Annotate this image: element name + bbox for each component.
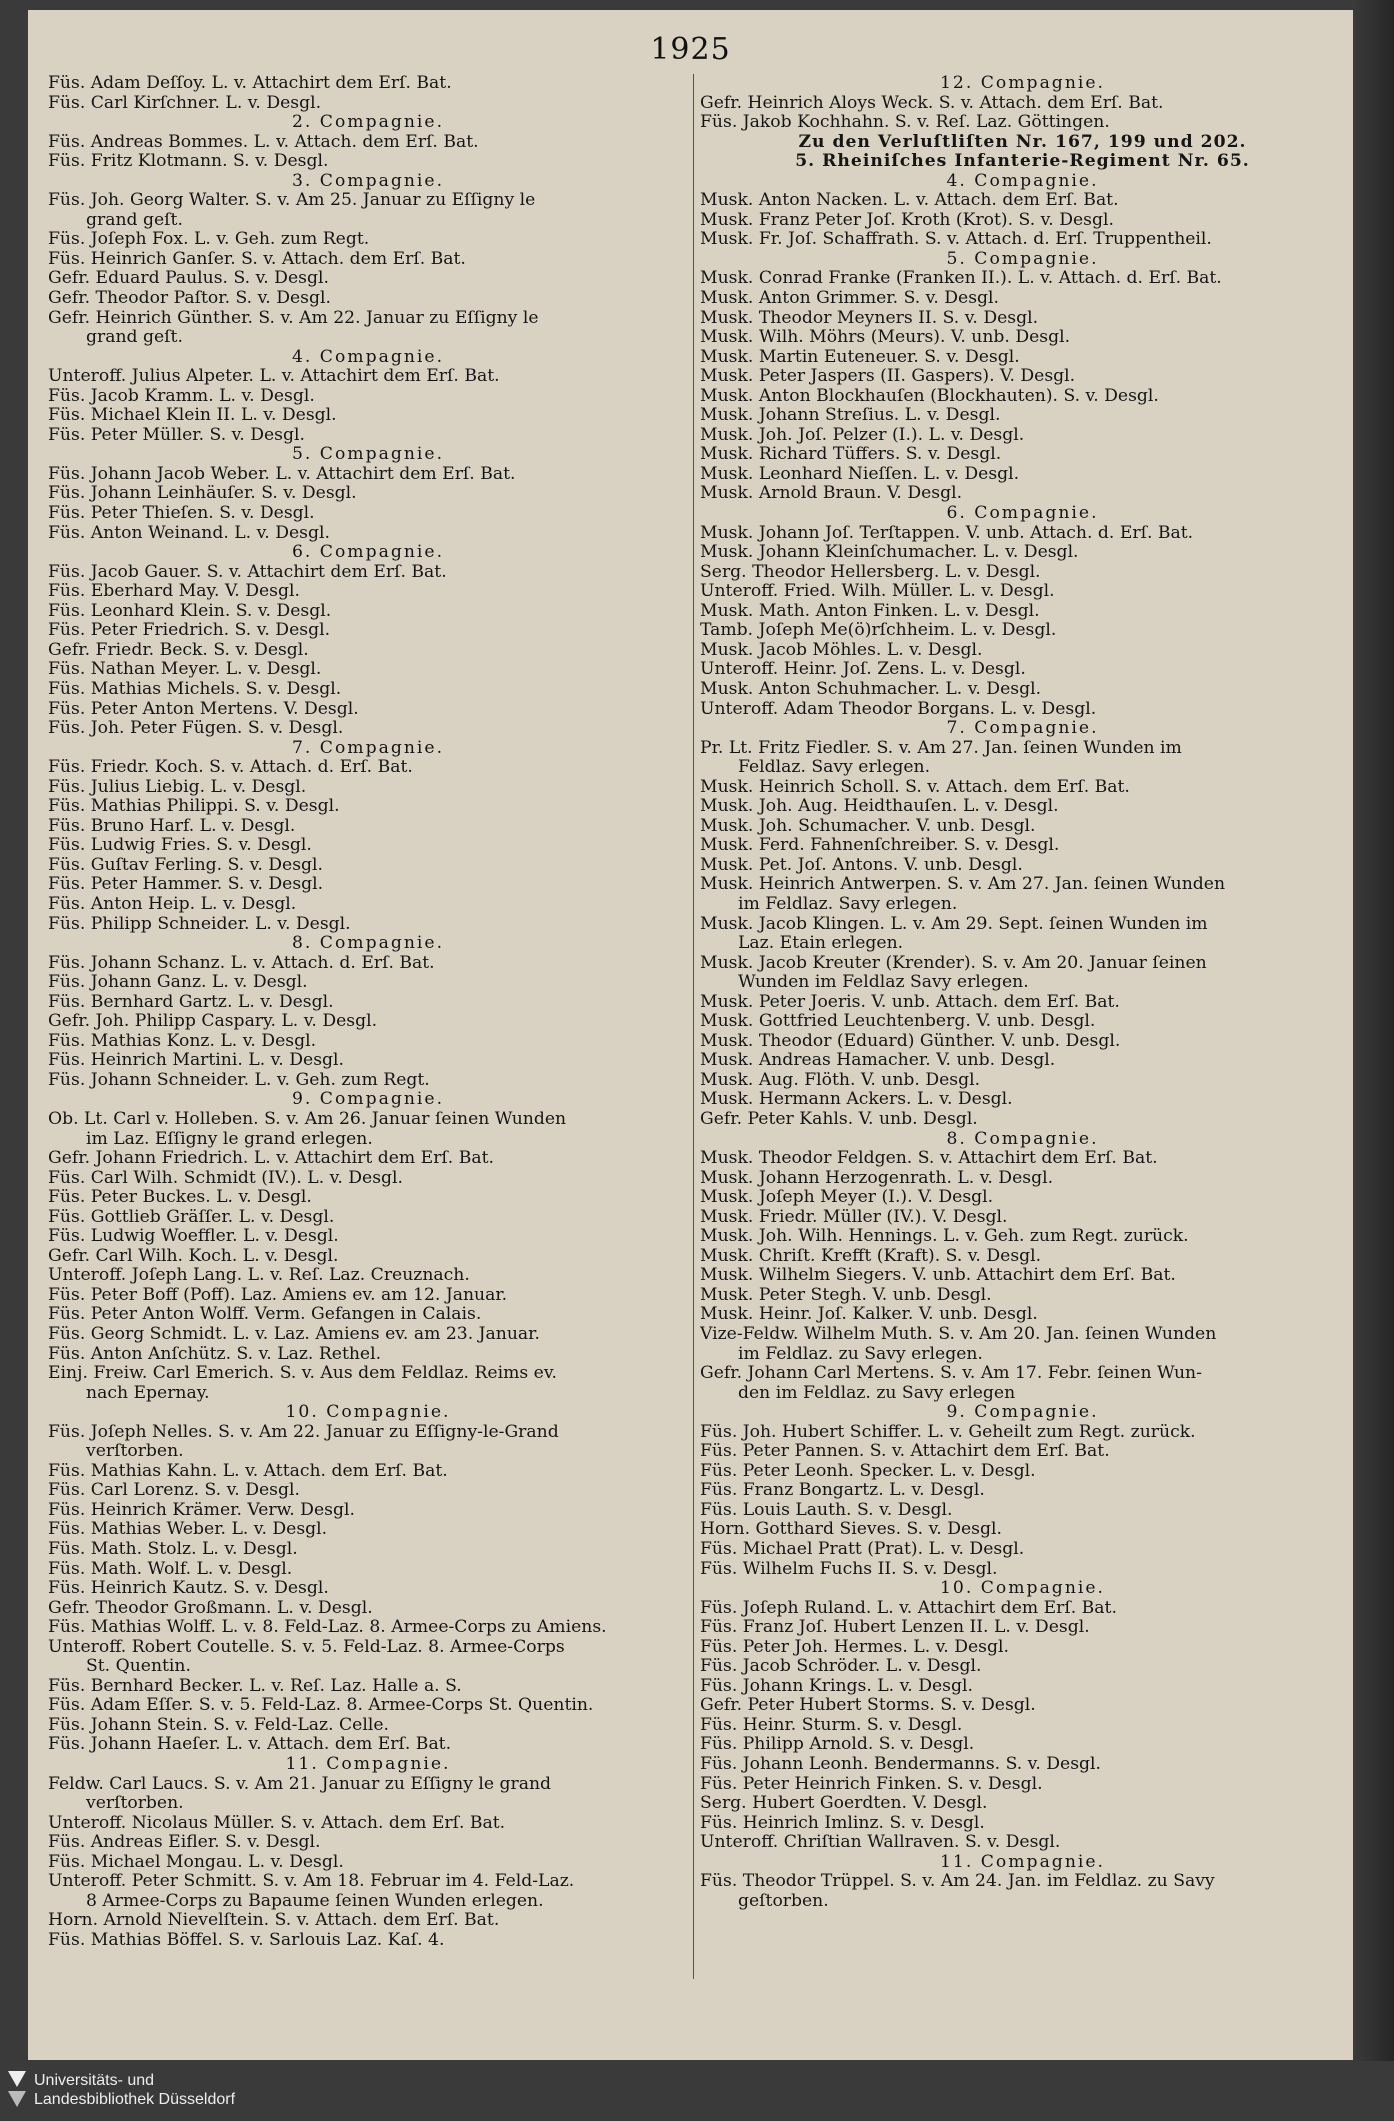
casualty-entry: Füs. Fritz Klotmann. S. v. Desgl. — [48, 151, 329, 172]
casualty-entry: Füs. Joh. Georg Walter. S. v. Am 25. Januar zu Eſſigny le — [48, 190, 536, 211]
casualty-entry: Musk. Anton Nacken. L. v. Attach. dem Erſ. Bat. — [700, 190, 1119, 211]
casualty-entry: Füs. Bruno Harf. L. v. Desgl. — [48, 815, 296, 836]
document-page — [28, 10, 1353, 2060]
casualty-entry: Füs. Anton Heip. L. v. Desgl. — [48, 893, 297, 914]
casualty-entry: Unteroff. Nicolaus Müller. S. v. Attach. dem Erſ. Bat. — [48, 1812, 506, 1833]
casualty-entry: Füs. Carl Wilh. Schmidt (IV.). L. v. Desgl. — [48, 1167, 403, 1188]
casualty-entry: im Feldlaz. Savy erlegen. — [738, 893, 958, 914]
company-heading: 4. Compagnie. — [291, 346, 445, 367]
casualty-entry: Füs. Johann Ganz. L. v. Desgl. — [48, 972, 308, 993]
casualty-entry: Füs. Jakob Kochhahn. S. v. Reſ. Laz. Göttingen. — [700, 112, 1110, 133]
casualty-entry: Musk. Wilh. Möhrs (Meurs). V. unb. Desgl. — [700, 327, 1071, 348]
casualty-entry: Füs. Franz Bongartz. L. v. Desgl. — [700, 1480, 985, 1501]
casualty-entry: Musk. Math. Anton Finken. L. v. Desgl. — [700, 600, 1040, 621]
casualty-entry: Musk. Arnold Braun. V. Desgl. — [700, 483, 963, 504]
company-heading: 9. Compagnie. — [946, 1402, 1099, 1423]
casualty-entry: Füs. Heinrich Krämer. Verw. Desgl. — [48, 1499, 355, 1520]
casualty-entry: Füs. Georg Schmidt. L. v. Laz. Amiens ev. am 23. Januar. — [48, 1324, 540, 1344]
column-divider — [693, 74, 694, 1979]
casualty-entry: Füs. Franz Joſ. Hubert Lenzen II. L. v. Desgl. — [700, 1617, 1090, 1638]
casualty-entry: Tamb. Joſeph Me(ö)rſchheim. L. v. Desgl. — [700, 620, 1057, 641]
casualty-entry: Musk. Johann Herzogenrath. L. v. Desgl. — [700, 1167, 1054, 1188]
casualty-entry: Füs. Peter Müller. S. v. Desgl. — [48, 424, 305, 445]
casualty-entry: Füs. Mathias Böffel. S. v. Sarlouis Laz. Kaſ. 4. — [48, 1929, 445, 1950]
casualty-entry: Serg. Theodor Hellersberg. L. v. Desgl. — [700, 561, 1041, 582]
company-heading: 11. Compagnie. — [285, 1754, 451, 1775]
company-heading: 6. Compagnie. — [946, 503, 1099, 524]
casualty-entry: Serg. Hubert Goerdten. V. Desgl. — [700, 1793, 988, 1814]
casualty-entry: Gefr. Friedr. Beck. S. v. Desgl. — [48, 639, 309, 660]
casualty-entry: im Laz. Eſſigny le grand erlegen. — [86, 1128, 373, 1149]
casualty-entry: St. Quentin. — [86, 1656, 191, 1677]
casualty-entry: Musk. Peter Jaspers (II. Gaspers). V. Desgl. — [700, 366, 1076, 387]
casualty-entry: Füs. Mathias Konz. L. v. Desgl. — [48, 1030, 317, 1051]
casualty-entry: Füs. Bernhard Becker. L. v. Reſ. Laz. Halle a. S. — [48, 1675, 462, 1696]
casualty-entry: Musk. Chriſt. Krefft (Kraft). S. v. Desgl. — [700, 1245, 1042, 1266]
casualty-entry: Füs. Peter Thieſen. S. v. Desgl. — [48, 503, 315, 524]
casualty-entry: Füs. Joſeph Fox. L. v. Geh. zum Regt. — [48, 229, 370, 250]
casualty-entry: Gefr. Joh. Philipp Caspary. L. v. Desgl. — [48, 1011, 378, 1032]
casualty-entry: Unteroff. Robert Coutelle. S. v. 5. Feld-Laz. 8. Armee-Corps — [48, 1636, 565, 1657]
casualty-entry: Horn. Gotthard Sieves. S. v. Desgl. — [700, 1519, 1002, 1540]
casualty-entry: Füs. Theodor Trüppel. S. v. Am 24. Jan. im Feldlaz. zu Savy — [700, 1871, 1215, 1892]
casualty-entry: Vize-Feldw. Wilhelm Muth. S. v. Am 20. Jan. ſeinen Wunden — [700, 1324, 1217, 1344]
casualty-entry: Musk. Joh. Joſ. Pelzer (I.). L. v. Desgl. — [700, 424, 1025, 445]
casualty-entry: Gefr. Peter Kahls. V. unb. Desgl. — [700, 1108, 978, 1129]
company-heading: 10. Compagnie. — [939, 1578, 1106, 1599]
section-heading: Zu den Verluſtliſten Nr. 167, 199 und 202. — [798, 131, 1247, 152]
casualty-entry: Musk. Joh. Schumacher. V. unb. Desgl. — [700, 815, 1036, 836]
casualty-entry: Gefr. Eduard Paulus. S. v. Desgl. — [48, 268, 329, 289]
casualty-entry: Füs. Philipp Arnold. S. v. Desgl. — [700, 1734, 975, 1755]
casualty-entry: Füs. Mathias Kahn. L. v. Attach. dem Erſ. Bat. — [48, 1460, 448, 1481]
casualty-entry: Füs. Johann Leonh. Bendermanns. S. v. Desgl. — [700, 1754, 1102, 1775]
casualty-entry: Füs. Peter Friedrich. S. v. Desgl. — [48, 620, 331, 641]
casualty-entry: Füs. Peter Boff (Poff). Laz. Amiens ev. am 12. Januar. — [48, 1284, 508, 1305]
casualty-entry: grand geſt. — [86, 209, 183, 230]
casualty-entry: Musk. Jacob Möhles. L. v. Desgl. — [700, 639, 983, 660]
casualty-entry: Füs. Heinrich Martini. L. v. Desgl. — [48, 1050, 344, 1071]
casualty-entry: Unteroff. Joſeph Lang. L. v. Reſ. Laz. Creuznach. — [48, 1265, 470, 1286]
casualty-entry: den im Feldlaz. zu Savy erlegen — [738, 1382, 1016, 1403]
casualty-entry: Füs. Jacob Kramm. L. v. Desgl. — [48, 385, 315, 406]
company-heading: 4. Compagnie. — [946, 170, 1099, 191]
casualty-entry: Unteroff. Peter Schmitt. S. v. Am 18. Februar im 4. Feld-Laz. — [48, 1871, 575, 1892]
casualty-entry: Musk. Ferd. Fahnenſchreiber. S. v. Desgl. — [700, 835, 1060, 856]
casualty-entry: Musk. Gottfried Leuchtenberg. V. unb. Desgl. — [700, 1011, 1096, 1032]
casualty-entry: verſtorben. — [86, 1793, 184, 1814]
casualty-entry: Füs. Mathias Wolff. L. v. 8. Feld-Laz. 8. Armee-Corps zu Amiens. — [48, 1617, 607, 1638]
casualty-entry: Füs. Adam Eſſer. S. v. 5. Feld-Laz. 8. Armee-Corps St. Quentin. — [48, 1695, 594, 1716]
casualty-entry: Gefr. Theodor Paſtor. S. v. Desgl. — [48, 288, 331, 309]
casualty-entry: Füs. Leonhard Klein. S. v. Desgl. — [48, 600, 332, 621]
casualty-entry: Füs. Peter Heinrich Finken. S. v. Desgl. — [700, 1773, 1043, 1794]
casualty-entry: Wunden im Feldlaz Savy erlegen. — [738, 972, 1029, 993]
casualty-entry: Unteroff. Adam Theodor Borgans. L. v. Desgl. — [700, 698, 1097, 719]
casualty-entry: Musk. Theodor Meyners II. S. v. Desgl. — [700, 307, 1039, 328]
casualty-entry: Gefr. Carl Wilh. Koch. L. v. Desgl. — [48, 1245, 339, 1266]
casualty-entry: Musk. Theodor Feldgen. S. v. Attachirt dem Erſ. Bat. — [700, 1148, 1158, 1169]
casualty-entry: Füs. Julius Liebig. L. v. Desgl. — [48, 776, 307, 797]
casualty-entry: verſtorben. — [86, 1441, 184, 1462]
company-heading: 11. Compagnie. — [939, 1851, 1106, 1872]
casualty-entry: Unteroff. Heinr. Joſ. Zens. L. v. Desgl. — [700, 659, 1026, 680]
casualty-entry: Ob. Lt. Carl v. Holleben. S. v. Am 26. Januar ſeinen Wunden — [48, 1108, 567, 1129]
casualty-entry: Füs. Heinrich Kautz. S. v. Desgl. — [48, 1578, 329, 1599]
casualty-entry: Feldw. Carl Laucs. S. v. Am 21. Januar zu Eſſigny le grand — [48, 1773, 552, 1794]
casualty-entry: Musk. Fr. Joſ. Schaffrath. S. v. Attach. d. Erſ. Truppentheil. — [700, 229, 1212, 250]
casualty-entry: Musk. Jacob Kreuter (Krender). S. v. Am 20. Januar ſeinen — [700, 952, 1207, 973]
company-heading: 8. Compagnie. — [291, 933, 445, 954]
casualty-entry: Füs. Michael Klein II. L. v. Desgl. — [48, 405, 337, 426]
casualty-entry: Unteroff. Julius Alpeter. L. v. Attachirt dem Erſ. Bat. — [48, 366, 500, 387]
casualty-entry: Gefr. Heinrich Aloys Weck. S. v. Attach. dem Erſ. Bat. — [700, 92, 1164, 113]
casualty-entry: Musk. Joh. Aug. Heidthauſen. L. v. Desgl. — [700, 796, 1059, 817]
casualty-entry: Musk. Peter Joeris. V. unb. Attach. dem Erſ. Bat. — [700, 991, 1120, 1012]
casualty-entry: Musk. Johann Joſ. Terſtappen. V. unb. Attach. d. Erſ. Bat. — [700, 522, 1194, 543]
casualty-entry: Füs. Peter Joh. Hermes. L. v. Desgl. — [700, 1636, 1009, 1657]
casualty-entry: Musk. Jacob Klingen. L. v. Am 29. Sept. ſeinen Wunden im — [700, 913, 1208, 934]
casualty-entry: Musk. Aug. Flöth. V. unb. Desgl. — [700, 1069, 981, 1090]
casualty-entry: geſtorben. — [738, 1890, 829, 1911]
casualty-entry: Füs. Eberhard May. V. Desgl. — [48, 581, 300, 602]
casualty-entry: Füs. Mathias Weber. L. v. Desgl. — [48, 1519, 328, 1540]
casualty-entry: Füs. Peter Pannen. S. v. Attachirt dem Erſ. Bat. — [700, 1441, 1110, 1462]
casualty-entry: Füs. Friedr. Koch. S. v. Attach. d. Erſ. Bat. — [48, 757, 413, 778]
casualty-entry: Musk. Heinr. Joſ. Kalker. V. unb. Desgl. — [700, 1304, 1038, 1325]
company-heading: 6. Compagnie. — [291, 542, 445, 563]
casualty-entry: Füs. Math. Wolf. L. v. Desgl. — [48, 1558, 293, 1579]
casualty-entry: im Feldlaz. zu Savy erlegen. — [738, 1343, 983, 1364]
casualty-entry: Füs. Heinr. Sturm. S. v. Desgl. — [700, 1714, 963, 1735]
casualty-entry: Musk. Andreas Hamacher. V. unb. Desgl. — [700, 1050, 1056, 1071]
library-name — [34, 2071, 235, 2109]
casualty-entry: Musk. Franz Peter Joſ. Kroth (Krot). S. v. Desgl. — [700, 209, 1114, 230]
casualty-entry: Füs. Joh. Peter Fügen. S. v. Desgl. — [48, 718, 344, 739]
casualty-entry: Gefr. Johann Carl Mertens. S. v. Am 17. Febr. ſeinen Wun- — [700, 1363, 1202, 1384]
casualty-entry: Füs. Joſeph Ruland. L. v. Attachirt dem Erſ. Bat. — [700, 1597, 1117, 1618]
casualty-entry: Musk. Heinrich Antwerpen. S. v. Am 27. Jan. ſeinen Wunden — [700, 874, 1226, 895]
casualty-entry: Unteroff. Fried. Wilh. Müller. L. v. Desgl. — [700, 581, 1055, 602]
company-heading: 8. Compagnie. — [946, 1128, 1099, 1149]
casualty-entry: Füs. Adam Deſſoy. L. v. Attachirt dem Erſ. Bat. — [48, 74, 452, 93]
casualty-entry: nach Epernay. — [86, 1382, 210, 1403]
page-number: 1925 — [650, 32, 731, 67]
casualty-entry: Füs. Peter Anton Wolff. Verm. Gefangen in Calais. — [48, 1304, 482, 1325]
casualty-entry: Feldlaz. Savy erlegen. — [738, 757, 931, 778]
casualty-entry: Füs. Peter Anton Mertens. V. Desgl. — [48, 698, 359, 719]
casualty-entry: Füs. Johann Krings. L. v. Desgl. — [700, 1675, 973, 1696]
casualty-entry: Musk. Leonhard Nieſſen. L. v. Desgl. — [700, 463, 1020, 484]
casualty-entry: Horn. Arnold Nievelſtein. S. v. Attach. dem Erſ. Bat. — [48, 1910, 500, 1931]
casualty-entry: Musk. Conrad Franke (Franken II.). L. v. Attach. d. Erſ. Bat. — [700, 268, 1222, 289]
company-heading: 7. Compagnie. — [946, 718, 1099, 739]
casualty-entry: Füs. Andreas Eifler. S. v. Desgl. — [48, 1832, 321, 1853]
casualty-entry: Füs. Math. Stolz. L. v. Desgl. — [48, 1539, 298, 1560]
company-heading: 5. Compagnie. — [291, 444, 445, 465]
casualty-entry: Musk. Peter Stegh. V. unb. Desgl. — [700, 1284, 992, 1305]
casualty-entry: Musk. Johann Kleinſchumacher. L. v. Desgl. — [700, 542, 1079, 563]
casualty-entry: Füs. Heinrich Ganſer. S. v. Attach. dem Erſ. Bat. — [48, 248, 466, 269]
library-logo-icon — [4, 2067, 30, 2111]
casualty-entry: Füs. Carl Lorenz. S. v. Desgl. — [48, 1480, 300, 1501]
casualty-entry: Gefr. Johann Friedrich. L. v. Attachirt dem Erſ. Bat. — [48, 1148, 494, 1169]
casualty-entry: Füs. Mathias Michels. S. v. Desgl. — [48, 678, 342, 699]
casualty-entry: Musk. Anton Schuhmacher. L. v. Desgl. — [700, 678, 1042, 699]
casualty-entry: Füs. Jacob Schröder. L. v. Desgl. — [700, 1656, 982, 1677]
casualty-entry: Musk. Wilhelm Siegers. V. unb. Attachirt dem Erſ. Bat. — [700, 1265, 1176, 1286]
company-heading: 10. Compagnie. — [285, 1402, 451, 1423]
casualty-entry: Füs. Johann Stein. S. v. Feld-Laz. Celle. — [48, 1714, 389, 1735]
casualty-entry: Musk. Johann Streſius. L. v. Desgl. — [700, 405, 1001, 426]
casualty-entry: Musk. Friedr. Müller (IV.). V. Desgl. — [700, 1206, 1008, 1227]
casualty-entry: Musk. Theodor (Eduard) Günther. V. unb. Desgl. — [700, 1030, 1121, 1051]
casualty-entry: Füs. Peter Leonh. Specker. L. v. Desgl. — [700, 1460, 1036, 1481]
casualty-entry: Füs. Heinrich Imlinz. S. v. Desgl. — [700, 1812, 985, 1833]
casualty-entry: Füs. Andreas Bommes. L. v. Attach. dem Erſ. Bat. — [48, 131, 479, 152]
company-heading: 12. Compagnie. — [939, 74, 1106, 93]
casualty-entry: Füs. Bernhard Gartz. L. v. Desgl. — [48, 991, 334, 1012]
right-column — [700, 74, 1345, 1911]
casualty-entry: Füs. Carl Kirſchner. L. v. Desgl. — [48, 92, 322, 113]
casualty-entry: Füs. Peter Buckes. L. v. Desgl. — [48, 1187, 312, 1208]
casualty-entry: Füs. Joſeph Nelles. S. v. Am 22. Januar zu Eſſigny-le-Grand — [48, 1421, 559, 1442]
casualty-entry: Unteroff. Chriſtian Wallraven. S. v. Desgl. — [700, 1832, 1061, 1853]
casualty-entry: Füs. Mathias Philippi. S. v. Desgl. — [48, 796, 340, 817]
casualty-entry: Gefr. Heinrich Günther. S. v. Am 22. Januar zu Eſſigny le — [48, 307, 539, 328]
casualty-entry: Füs. Philipp Schneider. L. v. Desgl. — [48, 913, 351, 934]
left-column — [48, 74, 688, 1951]
casualty-entry: 8 Armee-Corps zu Bapaume ſeinen Wunden erlegen. — [86, 1890, 544, 1911]
casualty-entry: Musk. Joſeph Meyer (I.). V. Desgl. — [700, 1187, 994, 1208]
casualty-entry: Musk. Hermann Ackers. L. v. Desgl. — [700, 1089, 1013, 1110]
casualty-entry: Musk. Pet. Joſ. Antons. V. unb. Desgl. — [700, 854, 1023, 875]
casualty-entry: Füs. Ludwig Fries. S. v. Desgl. — [48, 835, 312, 856]
casualty-entry: Füs. Johann Schanz. L. v. Attach. d. Erſ. Bat. — [48, 952, 435, 973]
casualty-entry: Füs. Nathan Meyer. L. v. Desgl. — [48, 659, 322, 680]
library-name-line2: Landesbibliothek Düsseldorf — [34, 2091, 236, 2108]
casualty-entry: Musk. Anton Grimmer. S. v. Desgl. — [700, 288, 999, 309]
casualty-entry: Füs. Ludwig Woeffler. L. v. Desgl. — [48, 1226, 339, 1247]
casualty-entry: Laz. Etain erlegen. — [738, 933, 904, 954]
company-heading: 2. Compagnie. — [291, 112, 445, 133]
company-heading: 5. Compagnie. — [946, 248, 1099, 269]
casualty-entry: Füs. Johann Schneider. L. v. Geh. zum Regt. — [48, 1069, 430, 1090]
casualty-entry: Musk. Richard Tüffers. S. v. Desgl. — [700, 444, 1002, 465]
library-footer — [0, 2061, 1394, 2121]
casualty-entry: Füs. Johann Jacob Weber. L. v. Attachirt dem Erſ. Bat. — [48, 463, 516, 484]
casualty-entry: Füs. Joh. Hubert Schiffer. L. v. Geheilt zum Regt. zurück. — [700, 1421, 1196, 1442]
scan-edge-shadow — [1354, 0, 1394, 2121]
casualty-entry: Gefr. Theodor Großmann. L. v. Desgl. — [48, 1597, 373, 1618]
casualty-entry: Füs. Wilhelm Fuchs II. S. v. Desgl. — [700, 1558, 998, 1579]
casualty-entry: Füs. Anton Weinand. L. v. Desgl. — [48, 522, 330, 543]
casualty-entry: Füs. Johann Haeſer. L. v. Attach. dem Erſ. Bat. — [48, 1734, 452, 1755]
casualty-entry: Füs. Michael Pratt (Prat). L. v. Desgl. — [700, 1539, 1025, 1560]
company-heading: 7. Compagnie. — [291, 737, 445, 758]
casualty-entry: Füs. Jacob Gauer. S. v. Attachirt dem Erſ. Bat. — [48, 561, 447, 582]
section-heading: 5. Rheiniſches Infanterie-Regiment Nr. 65. — [795, 151, 1250, 172]
casualty-entry: Pr. Lt. Fritz Fiedler. S. v. Am 27. Jan. ſeinen Wunden im — [700, 737, 1182, 758]
casualty-entry: Musk. Joh. Wilh. Hennings. L. v. Geh. zum Regt. zurück. — [700, 1226, 1189, 1247]
casualty-entry: Einj. Freiw. Carl Emerich. S. v. Aus dem Feldlaz. Reims ev. — [48, 1363, 557, 1384]
library-name-line1: Universitäts- und — [34, 2072, 155, 2089]
casualty-entry: Gefr. Peter Hubert Storms. S. v. Desgl. — [700, 1695, 1036, 1716]
company-heading: 9. Compagnie. — [291, 1089, 445, 1110]
casualty-entry: grand geſt. — [86, 327, 183, 348]
casualty-entry: Musk. Anton Blockhauſen (Blockhauten). S. v. Desgl. — [700, 385, 1159, 406]
casualty-entry: Füs. Johann Leinhäuſer. S. v. Desgl. — [48, 483, 357, 504]
casualty-entry: Füs. Louis Lauth. S. v. Desgl. — [700, 1499, 953, 1520]
casualty-entry: Füs. Michael Mongau. L. v. Desgl. — [48, 1851, 344, 1872]
company-heading: 3. Compagnie. — [291, 170, 445, 191]
casualty-entry: Füs. Gottlieb Gräſſer. L. v. Desgl. — [48, 1206, 335, 1227]
casualty-entry: Füs. Anton Anſchütz. S. v. Laz. Rethel. — [48, 1343, 382, 1364]
casualty-entry: Füs. Guſtav Ferling. S. v. Desgl. — [48, 854, 324, 875]
casualty-entry: Füs. Peter Hammer. S. v. Desgl. — [48, 874, 324, 895]
casualty-entry: Musk. Heinrich Scholl. S. v. Attach. dem Erſ. Bat. — [700, 776, 1130, 797]
casualty-entry: Musk. Martin Euteneuer. S. v. Desgl. — [700, 346, 1020, 367]
